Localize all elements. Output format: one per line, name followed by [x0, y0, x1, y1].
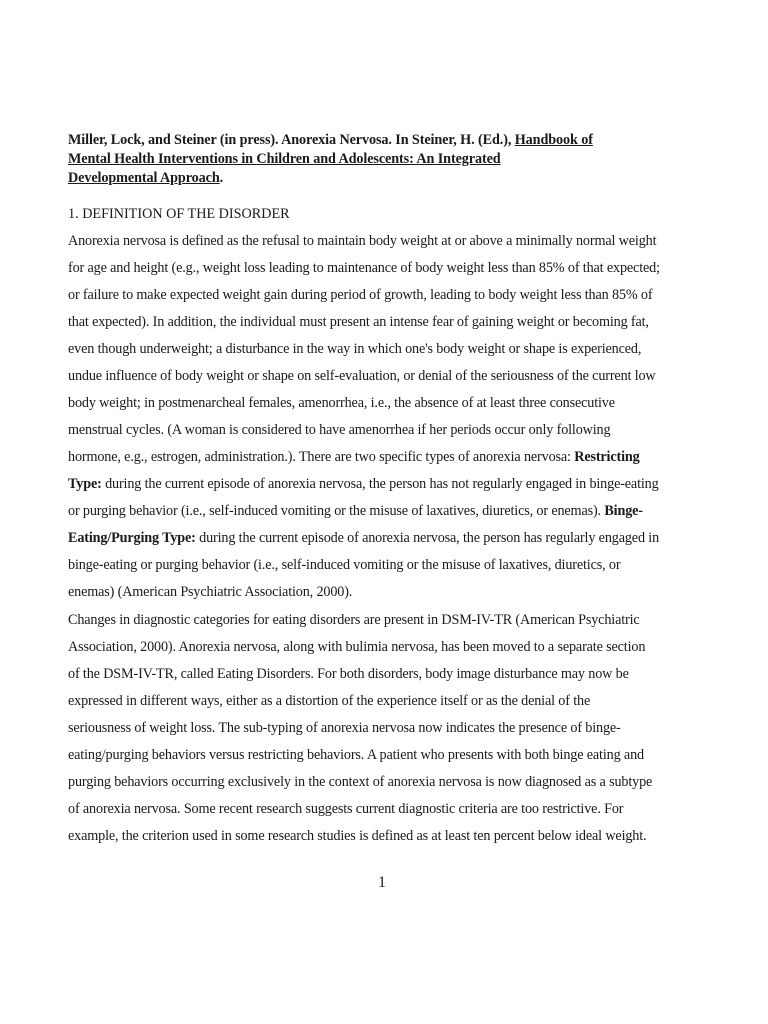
book-title-line1: Handbook of	[514, 132, 593, 148]
paragraph-line: body weight; in postmenarcheal females, amenorrhea, i.e., the absence of at least three consecutive	[68, 395, 615, 411]
paragraph-line: of the DSM-IV-TR, called Eating Disorders. For both disorders, body image disturbance may now be	[68, 666, 629, 682]
paragraph-line: Changes in diagnostic categories for eating disorders are present in DSM-IV-TR (American Psychiatric	[68, 612, 640, 628]
line-text: hormone, e.g., estrogen, administration.). There are two specific types of anorexia nervosa:	[68, 449, 575, 465]
citation-end-period: .	[219, 170, 224, 186]
restricting-type-term: Type:	[68, 476, 102, 492]
binge-purging-type-term: Eating/Purging Type:	[68, 530, 196, 546]
paragraph-line: undue influence of body weight or shape on self-evaluation, or denial of the seriousness of the current low	[68, 368, 656, 384]
paragraph-line: or failure to make expected weight gain during period of growth, leading to body weight less than 85% of	[68, 287, 653, 303]
paragraph-line: menstrual cycles. (A woman is considered to have amenorrhea if her periods occur only following	[68, 422, 611, 438]
paragraph-line: of anorexia nervosa. Some recent research suggests current diagnostic criteria are too restrictive. For	[68, 801, 624, 817]
paragraph-line: even though underweight; a disturbance in the way in which one's body weight or shape is experienced,	[68, 341, 642, 357]
paragraph-line: example, the criterion used in some research studies is defined as at least ten percent below ideal weight.	[68, 828, 647, 844]
line-text: during the current episode of anorexia nervosa, the person has regularly engaged in	[195, 530, 660, 546]
paragraph-line: seriousness of weight loss. The sub-typing of anorexia nervosa now indicates the presence of binge-	[68, 720, 621, 736]
book-title-line2: Mental Health Interventions in Children and Adolescents: An Integrated	[68, 151, 501, 167]
line-text: during the current episode of anorexia nervosa, the person has not regularly engaged in binge-eating	[101, 476, 659, 492]
restricting-term: Restricting	[574, 449, 640, 465]
paragraph-line: Anorexia nervosa is defined as the refusal to maintain body weight at or above a minimally normal weight	[68, 233, 657, 249]
paragraph-line: Association, 2000). Anorexia nervosa, along with bulimia nervosa, has been moved to a separate section	[68, 639, 646, 655]
paragraph-line	[68, 444, 718, 471]
binge-term: Binge-	[604, 503, 643, 519]
paragraph-definition	[68, 228, 718, 606]
paragraph-diagnostic-changes	[68, 607, 718, 850]
line-text: or purging behavior (i.e., self-induced vomiting or the misuse of laxatives, diuretics, or enemas).	[68, 503, 605, 519]
paragraph-line	[68, 525, 718, 552]
section-heading: 1. DEFINITION OF THE DISORDER	[68, 206, 290, 222]
paragraph-line: purging behaviors occurring exclusively in the context of anorexia nervosa is now diagnosed as a subtype	[68, 774, 653, 790]
paragraph-line: eating/purging behaviors versus restricting behaviors. A patient who presents with both binge eating and	[68, 747, 644, 763]
page-number: 1	[378, 874, 386, 891]
paragraph-line	[68, 498, 718, 525]
paragraph-line: that expected). In addition, the individual must present an intense fear of gaining weight or becoming fat,	[68, 314, 649, 330]
paragraph-line: for age and height (e.g., weight loss leading to maintenance of body weight less than 85% of that expected;	[68, 260, 660, 276]
paragraph-line: binge-eating or purging behavior (i.e., self-induced vomiting or the misuse of laxatives, diuretics, or	[68, 557, 621, 573]
citation-block	[68, 131, 698, 188]
paragraph-line: enemas) (American Psychiatric Association, 2000).	[68, 584, 353, 600]
paragraph-line: expressed in different ways, either as a distortion of the experience itself or as the denial of the	[68, 693, 591, 709]
book-title-line3: Developmental Approach	[68, 170, 220, 186]
citation-authors: Miller, Lock, and Steiner (in press). Anorexia Nervosa. In Steiner, H. (Ed.),	[68, 132, 515, 148]
paragraph-line	[68, 471, 718, 498]
